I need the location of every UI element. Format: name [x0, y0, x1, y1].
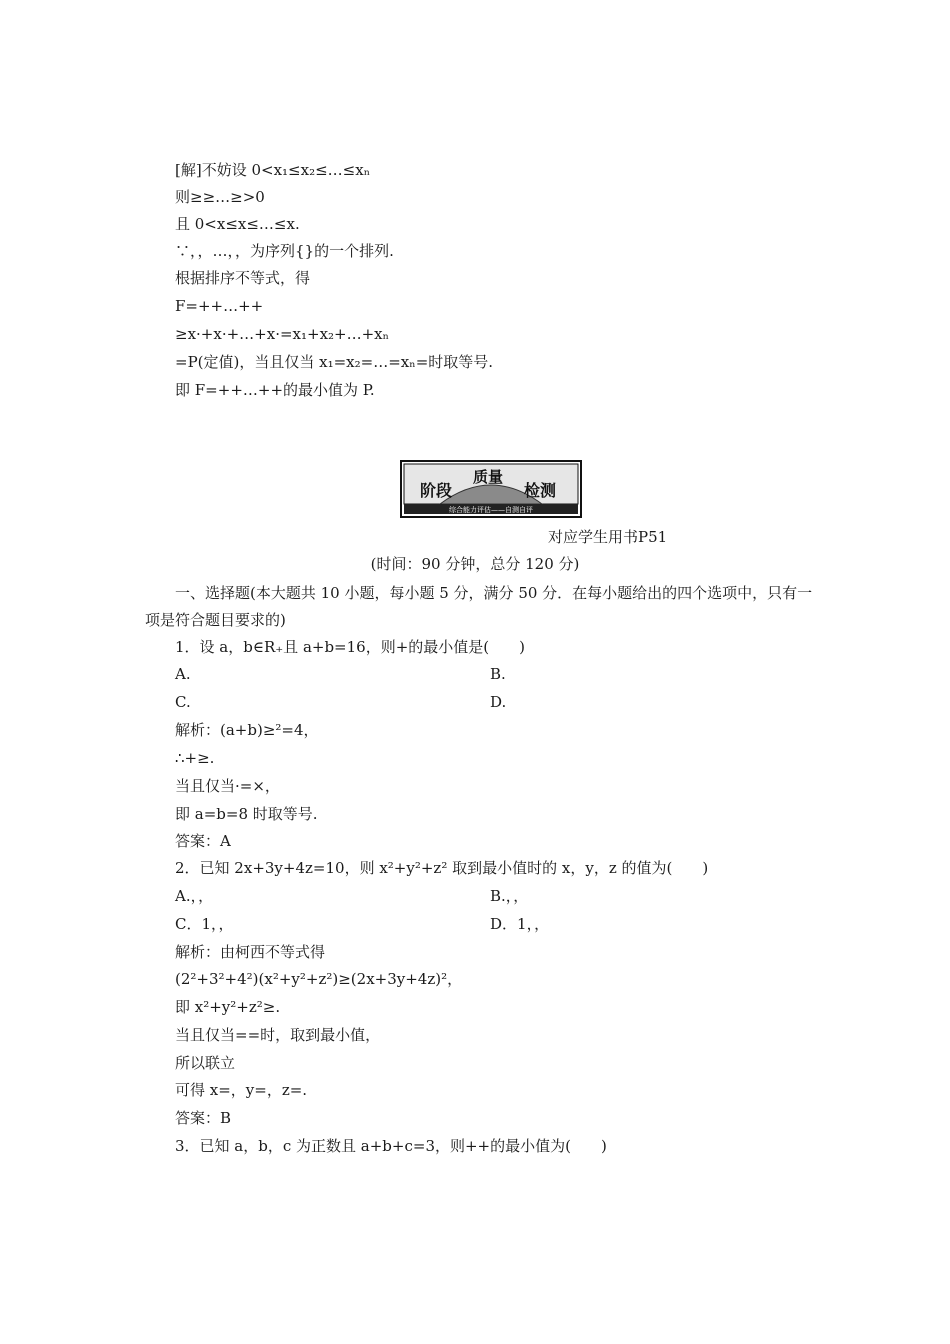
banner-title-left: 阶段	[419, 481, 453, 500]
text-line: 即 F=++…++的最小值为 P.	[175, 381, 375, 399]
option-a: A.，，	[175, 887, 214, 905]
answer: 答案：B	[175, 1109, 232, 1127]
option-d: D.	[490, 693, 507, 711]
solution-line: 当且仅当·=×，	[175, 777, 280, 795]
text-line: 且 0<x≤x≤…≤x.	[175, 215, 300, 233]
banner-title-mid: 质量	[472, 468, 504, 486]
banner-subtitle: 综合能力评估——自测自评	[449, 506, 533, 514]
solution-line: 即 a=b=8 时取等号.	[175, 805, 318, 823]
option-c: C．1，，	[175, 915, 234, 933]
text-line: [解]不妨设 0<x₁≤x₂≤…≤xₙ	[175, 161, 371, 179]
text-line: F=++…++	[175, 297, 264, 315]
solution-line: ∴+≥.	[175, 749, 215, 767]
option-a: A.	[175, 665, 191, 683]
solution-line: 所以联立	[175, 1054, 236, 1072]
banner-title-right: 检测	[523, 481, 557, 500]
option-c: C.	[175, 693, 191, 711]
solution-line: 解析：由柯西不等式得	[175, 943, 326, 961]
answer: 答案：A	[175, 832, 231, 850]
text-line: =P(定值)，当且仅当 x₁=x₂=…=xₙ=时取等号.	[175, 353, 494, 371]
time-info: (时间：90 分钟，总分 120 分)	[370, 555, 580, 573]
solution-line: 解析：(a+b)≥²=4，	[175, 721, 319, 739]
text-line: 则≥≥…≥>0	[175, 188, 265, 206]
option-d: D．1，，	[490, 915, 550, 933]
text-line: ∵，，…，，为序列{}的一个排列.	[175, 242, 394, 260]
book-reference: 对应学生用书P51	[548, 528, 668, 546]
section-banner	[400, 460, 582, 518]
solution-line: (2²+3²+4²)(x²+y²+z²)≥(2x+3y+4z)²，	[175, 970, 463, 988]
solution-line: 即 x²+y²+z²≥.	[175, 998, 281, 1016]
text-line: 根据排序不等式，得	[175, 269, 311, 287]
question-stem: 2．已知 2x+3y+4z=10，则 x²+y²+z² 取到最小值时的 x，y，z 的值为( )	[175, 859, 709, 877]
option-b: B.，，	[490, 887, 529, 905]
question-stem: 3．已知 a，b，c 为正数且 a+b+c=3，则++的最小值为( )	[175, 1137, 607, 1155]
text-line: ≥x·+x·+…+x·=x₁+x₂+…+xₙ	[175, 325, 390, 343]
question-stem: 1．设 a，b∈R₊且 a+b=16，则+的最小值是( )	[175, 638, 525, 656]
section-intro: 一、选择题(本大题共 10 小题，每小题 5 分，满分 50 分．在每小题给出的四个选项中，只有一项是符合题目要求的)	[145, 584, 813, 629]
solution-line: 当且仅当==时，取到最小值，	[175, 1026, 381, 1044]
option-b: B.	[490, 665, 506, 683]
solution-line: 可得 x=，y=，z=.	[175, 1081, 308, 1099]
